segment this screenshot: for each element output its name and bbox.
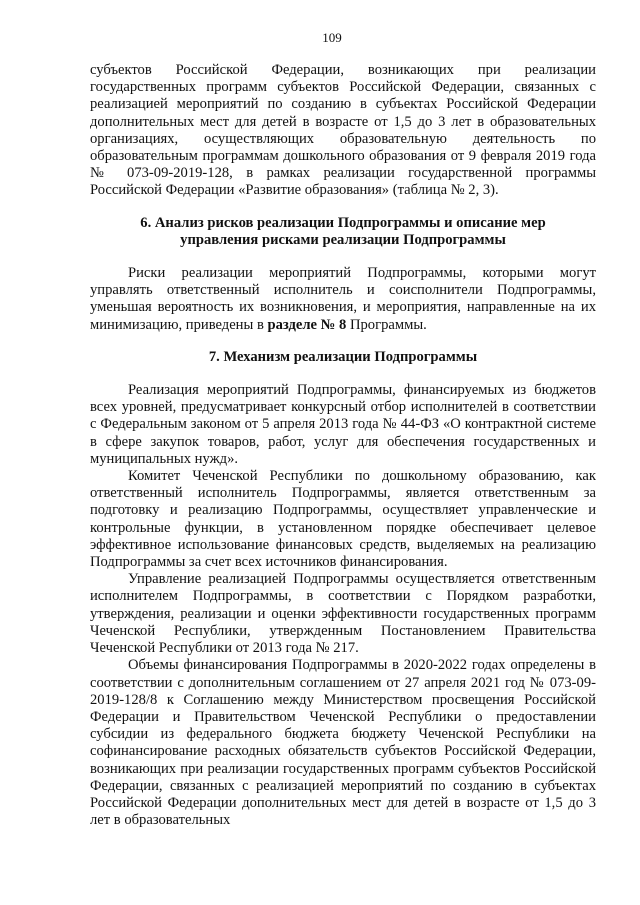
section-6-heading-line-2: управления рисками реализации Подпрограммы [180,231,506,248]
section-6-heading-line-1: 6. Анализ рисков реализации Подпрограммы и описание мер [140,214,546,231]
page-number: 109 [322,30,342,45]
section-6-paragraph [90,265,596,334]
section-7-paragraph-4: Объемы финансирования Подпрограммы в 2020-2022 годах определены в соответствии с дополнительным соглашением от 27 апреля 2021 год № 073-09-2019-128/8 к Соглашению между Министерством просвещения Российской Федерации и Правительством Чеченской Республики о предоставлении субсидии из федерального бюджета бюджету Чеченской Республики на софинансирование расходных обязательств субъектов Российской Федерации, возникающих при реализации государственных программ субъектов Российской Федерации, связанных с реализацией мероприятий по созданию в субъектах Российской Федерации дополнительных мест для детей в возрасте от 1,5 до 3 лет в образовательных [90,657,596,829]
section-6-reference: разделе № 8 [267,316,347,333]
section-7-paragraph-2: Комитет Чеченской Республики по дошкольному образованию, как ответственный исполнитель Подпрограммы, является ответственным за подготовку и реализацию Подпрограммы, осуществляет управленческие и контрольные функции, в установленном порядке обеспечивает целевое эффективное использование финансовых средств, выделяемых на реализацию Подпрограммы за счет всех источников финансирования. [90,468,596,571]
section-7-paragraph-3: Управление реализацией Подпрограммы осуществляется ответственным исполнителем Подпрограммы, в соответствии с Порядком разработки, утверждения, реализации и оценки эффективности государственных программ Чеченской Республики, утвержденным Постановлением Правительства Чеченской Республики от 2013 года № 217. [90,571,596,657]
section-6-heading [90,215,596,249]
section-7-paragraph-1: Реализация мероприятий Подпрограммы, финансируемых из бюджетов всех уровней, предусматривает конкурсный отбор исполнителей в соответствии с Федеральным законом от 5 апреля 2013 года № 44-ФЗ «О контрактной системе в сфере закупок товаров, работ, услуг для обеспечения государственных и муниципальных нужд». [90,382,596,467]
section-6-paragraph-end: Программы. [349,316,427,333]
continuation-paragraph: субъектов Российской Федерации, возникающих при реализации государственных программ субъектов Российской Федерации, связанных с реализацией мероприятий по созданию в субъектах Российской Федерации дополнительных мест для детей в возрасте от 1,5 до 3 лет в образовательных организациях, осуществляющих образовательную деятельность по образовательным программам дошкольного образования от 9 февраля 2019 года № 073-09-2019-128, в рамках реализации государственной программы Российской Федерации «Развитие образования» (таблица № 2, 3). [90,62,596,199]
section-6-paragraph-text: Риски реализации мероприятий Подпрограммы, которыми могут управлять ответственный исполнитель и соисполнители Подпрограммы, уменьшая вероятность их возникновения, и мероприятия, направленные на их минимизацию, приведены в [90,265,596,333]
section-7-heading: 7. Механизм реализации Подпрограммы [208,348,478,365]
